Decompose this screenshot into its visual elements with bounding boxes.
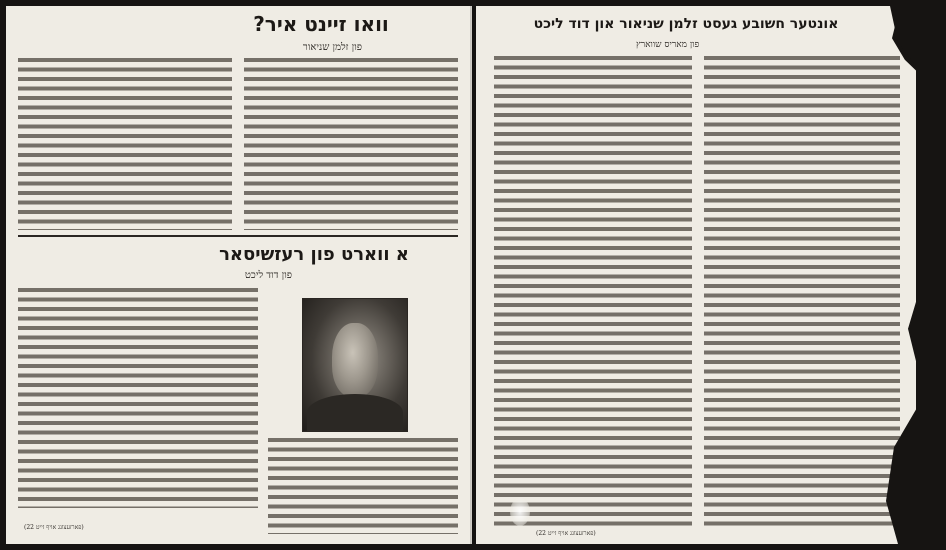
right-page xyxy=(476,6,916,544)
right-page-title: אונטער חשובע געסט זלמן שניאור און דוד ליכט xyxy=(533,16,839,32)
right-page-column-left xyxy=(494,56,692,528)
left-bottom-title: א ווארט פון רעזשיסאר xyxy=(219,244,409,265)
left-bottom-column-right xyxy=(18,288,258,508)
left-top-column-left xyxy=(18,58,232,230)
right-page-continued-note: (פארזעצונג אויף זייט 22) xyxy=(536,530,596,537)
left-top-title: וואו זיינט איר? xyxy=(253,12,389,36)
right-page-column-right xyxy=(704,56,900,528)
portrait-face xyxy=(332,323,378,397)
left-bottom-byline: פון דוד ליכט xyxy=(244,270,292,281)
left-top-byline: פון זלמן שניאור xyxy=(302,42,362,53)
left-page xyxy=(6,6,472,544)
paper-stain xyxy=(510,498,530,526)
section-divider xyxy=(18,235,458,237)
right-page-byline: פון מאריס שווארץ xyxy=(636,40,700,50)
left-page-continued-note: (פארזעצונג אויף זייט 22) xyxy=(24,524,84,531)
left-bottom-column-under-photo xyxy=(268,438,458,534)
author-portrait-photo xyxy=(302,298,408,432)
left-top-column-right xyxy=(244,58,458,230)
portrait-shoulders xyxy=(307,394,403,431)
